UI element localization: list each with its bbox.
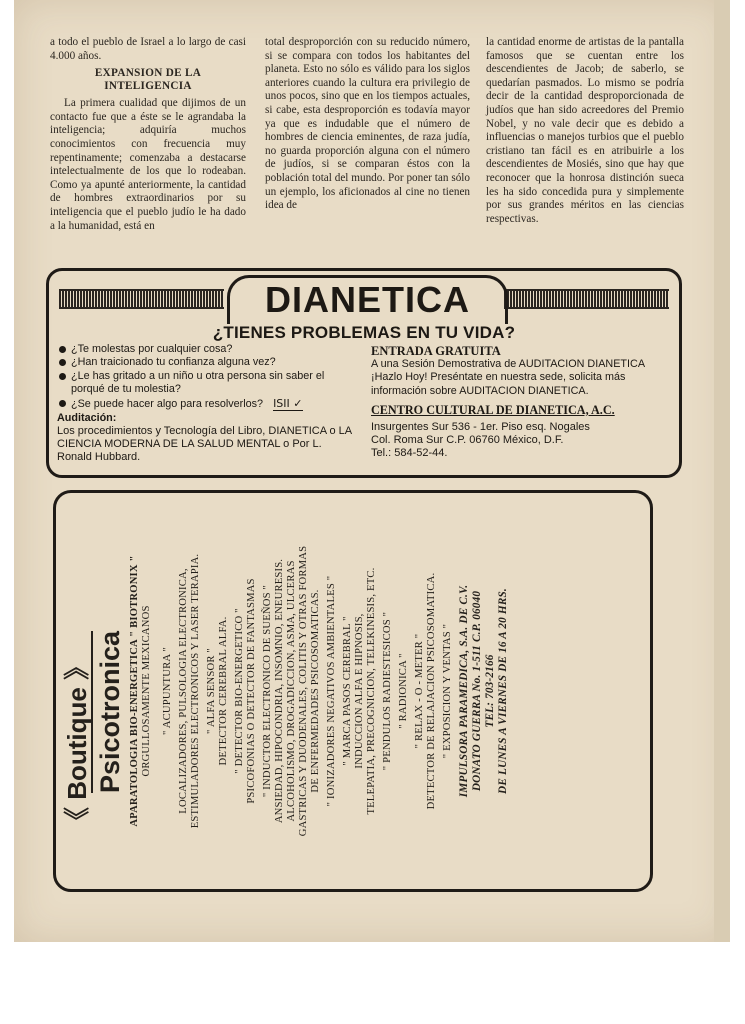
ad-line: " MARCA PASOS CEREBRAL ": [342, 616, 353, 766]
ad-line: DETECTOR DE RELAJACION PSICOSOMATICA.: [426, 572, 437, 810]
boutique-title: [63, 499, 125, 883]
address-line: Insurgentes Sur 536 - 1er. Piso esq. Nogales: [371, 421, 590, 434]
address-line: Col. Roma Sur C.P. 06760 México, D.F.: [371, 434, 564, 447]
article-column-1: [50, 36, 246, 233]
ad-line: " RADIONICA ": [398, 653, 409, 729]
dianetica-logo: DIANETICA: [227, 275, 508, 324]
ad-line: TELEPATIA, PRECOGNICION, TELEKINESIS, ETC.: [366, 567, 377, 815]
ad-line: ALCOHOLISMO, DROGADICCION, ASMA, ULCERAS: [286, 560, 297, 822]
section-heading: EXPANSION DE LA INTELIGENCIA: [94, 67, 202, 93]
ad-line: " IONIZADORES NEGATIVOS AMBIENTALES ": [326, 575, 337, 807]
article-column-2: [265, 36, 470, 213]
ad-line: DETECTOR CEREBRAL ALFA.: [218, 616, 229, 766]
ad-line: DE ENFERMEDADES PSICOSOMATICAS.: [310, 589, 321, 793]
ad-line: " INDUCTOR ELECTRONICO DE SUEÑOS ": [262, 584, 273, 798]
article-paragraph: a todo el pueblo de Israel a lo largo de casi 4.000 años.: [50, 36, 246, 62]
question-list: [57, 343, 357, 464]
ad-line: " EXPOSICION Y VENTAS ": [442, 623, 453, 759]
company-hours: DE LUNES A VIERNES DE 16 A 20 HRS.: [497, 588, 509, 794]
article-column-3: [486, 36, 684, 226]
article-paragraph: la cantidad enorme de artistas de la pantalla famosos que se cuentan entre los descendientes de Jacob; de saberlo, se quedarían pasmados. Lo mismo se podría decir de la cantidad desproporcionada de judíos que han sido acreedores del Premio Nobel, y no vale decir que es debido a influencias o manejos turbios que el pueblo cristiano tan fácil es en atribuirle a los descendientes de Mosiés, sino que hay que reconocer que la honrosa distinción sueca les ha sido concedida pura y simplemente por sus grandes méritos en las ciencias respectivas.: [486, 36, 684, 225]
ad-line: GASTRICAS Y DUODENALES, COLITIS Y OTRAS FORMAS: [298, 545, 309, 837]
article-paragraph: La primera cualidad que dijimos de un contacto fue que a éste se le agrandaba la inteligencia; adquiría muchos conocimientos con frecuencia muy repentinamente; comenzaba a destacarse intelectualmente de los que lo rodeaban. Como ya apunté anteriormente, la cantidad de hombres extraordinarios por su inteligencia que el pueblo judío le ha dado a la humanidad, está en: [50, 97, 246, 232]
ad-line: " RELAX - O - METER ": [414, 633, 425, 749]
article-paragraph: total desproporción con su reducido número, si se compara con todos los habitantes del planeta. Esto no sólo es válido para los siglos anteriores cuando la cultura era privilegio de unos pocos, sino que en los tiempos actuales, si cabe, esta desproporción es todavía mayor ya que es indudable que el número de hombres de ciencia eminentes, de raza judía, no guarda proporción alguna con el número de judíos, si se comparan éstos con la población total del mundo. Por poner tan sólo un ejemplo, los aficionados al cine no tienen idea de: [265, 36, 470, 212]
auditacion-text: Los procedimientos y Tecnología del Libro, DIANETICA o LA CIENCIA MODERNA DE LA SALUD MENTAL o Por L. Ronald Hubbard.: [57, 425, 352, 464]
boutique-ad-content: [63, 499, 643, 883]
boutique-title-line: 《 Boutique 》: [62, 653, 92, 833]
info-block: [371, 345, 676, 461]
ad-line: ANSIEDAD, HIPOCONDRIA, INSOMNIO, ENEURESIS.: [274, 558, 285, 824]
question-item: ¿Han traicionado tu confianza alguna vez?: [57, 356, 357, 369]
address: [371, 421, 676, 461]
auditacion-title: Auditación:: [57, 412, 117, 425]
psicotronica-title-line: Psicotronica: [91, 631, 125, 793]
question-item: ¿Se puede hacer algo para resolverlos? ISII ✓: [57, 397, 357, 411]
page-edge: [714, 0, 730, 942]
centro-name: CENTRO CULTURAL DE DIANETICA, A.C.: [371, 402, 615, 417]
ad-line: " PENDULOS RADIESTESICOS ": [382, 611, 393, 771]
phone-line: Tel.: 584-52-44.: [371, 447, 448, 460]
ad-line: " DETECTOR BIO-ENERGETICO ": [234, 608, 245, 774]
ad-line: PSICOFONIAS O DETECTOR DE FANTASMAS: [246, 578, 257, 804]
ad-subtitle: ¿TIENES PROBLEMAS EN TU VIDA?: [212, 323, 516, 342]
company-phone: TEL: 703-2166: [484, 654, 496, 728]
entrada-title: ENTRADA GRATUITA: [371, 344, 501, 358]
company-address: DONATO GUERRA No. 1-511 C.P. 06040: [471, 590, 483, 792]
ad-line: APARATOLOGIA BIO-ENERGETICA " BIOTRONIX ": [129, 555, 140, 827]
ad-line: ESTIMULADORES ELECTRONICOS Y LASER TERAPIA.: [190, 553, 201, 829]
decorative-stripe: [59, 289, 224, 309]
ad-line: ORGULLOSAMENTE MEXICANOS: [141, 605, 152, 777]
ad-line: INDUCCION ALFA E HIPNOSIS,: [354, 613, 365, 769]
handwritten-note: ISII ✓: [273, 396, 303, 410]
company-name: IMPULSORA PARAMEDICA, S.A. DE C.V.: [458, 584, 470, 798]
question-item: ¿Te molestas por cualquier cosa?: [57, 343, 357, 356]
ad-line: LOCALIZADORES, PULSOLOGIA ELECTRONICA,: [178, 568, 189, 814]
dianetica-ad: [46, 268, 682, 478]
question-item: ¿Le has gritado a un niño u otra persona sin saber el porqué de tu molestia?: [57, 370, 357, 397]
ad-line: " ACUPUNTURA ": [162, 647, 173, 735]
decorative-stripe: [504, 289, 669, 309]
entrada-text: A una Sesión Demostrativa de AUDITACION DIANETICA ¡Hazlo Hoy! Preséntate en nuestra sede, solicita más información sobre AUDITACION DIANETICA.: [371, 358, 645, 397]
boutique-ad: [53, 490, 653, 892]
ad-line: " ALFA SENSOR ": [206, 648, 217, 734]
